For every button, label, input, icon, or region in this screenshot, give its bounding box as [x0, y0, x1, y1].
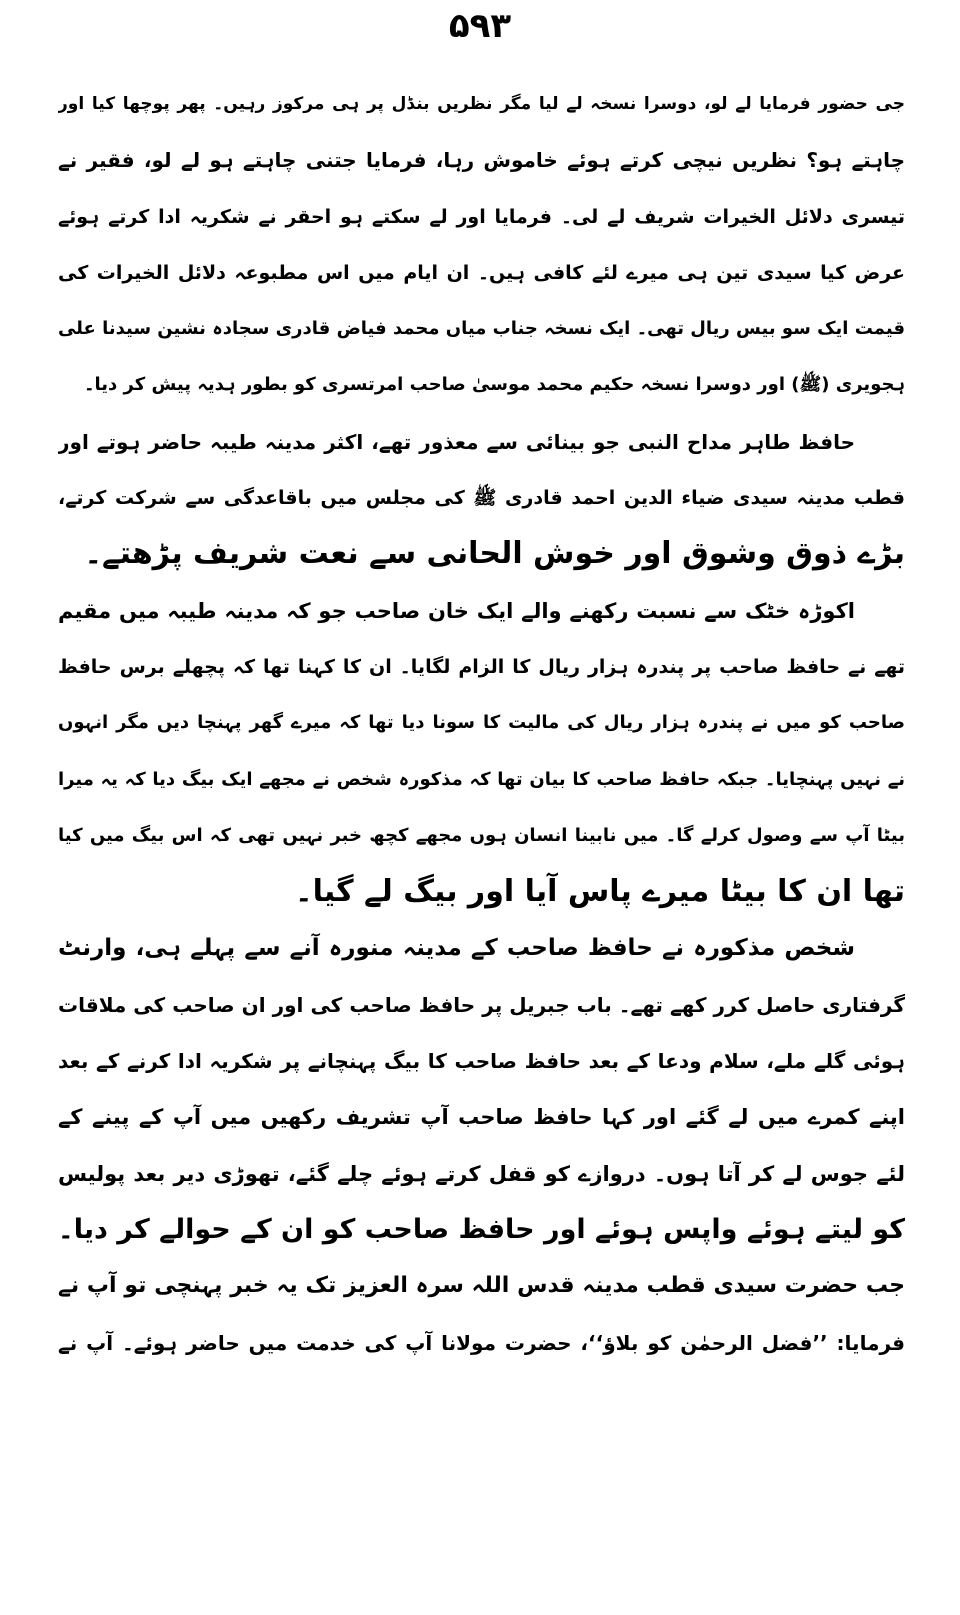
text-line: اپنے کمرے میں لے گئے اور کہا حافظ صاحب آپ تشریف رکھیں میں آپ کے پینے کے: [58, 1105, 905, 1130]
paragraph: [58, 414, 905, 583]
text-line: عرض کیا سیدی تین ہی میرے لئے کافی ہیں۔ ان ایام میں اس مطبوعہ دلائل الخیرات کی: [58, 261, 905, 284]
page-body: [58, 76, 905, 1371]
text-line: بڑے ذوق وشوق اور خوش الحانی سے نعت شریف پڑھتے۔: [84, 536, 905, 572]
text-line: لئے جوس لے کر آتا ہوں۔ دروازے کو قفل کرتے ہوئے چلے گئے، تھوڑی دیر بعد پولیس: [58, 1161, 905, 1186]
text-line: فرمایا: ’’فضل الرحمٰن کو بلاؤ‘‘، حضرت مولانا آپ کی خدمت میں حاضر ہوئے۔ آپ نے: [58, 1330, 905, 1355]
text-line: شخص مذکورہ نے حافظ صاحب کے مدینہ منورہ آنے سے پہلے ہی، وارنٹ: [58, 935, 855, 962]
text-line: تیسری دلائل الخیرات شریف لے لی۔ فرمایا اور لے سکتے ہو احقر نے شکریہ ادا کرتے ہوئے: [58, 205, 905, 228]
paragraph: [58, 920, 905, 1258]
text-line: قیمت ایک سو بیس ریال تھی۔ ایک نسخہ جناب میاں محمد فیاض قادری سجادہ نشین سیدنا علی: [58, 318, 905, 340]
text-line: صاحب کو میں نے پندرہ ہزار ریال کی مالیت کا سونا دیا تھا کہ میرے گھر پہنچا دیں مگر انہوں: [58, 712, 905, 734]
text-line: ہجویری (ﷺ) اور دوسرا نسخہ حکیم محمد موسیٰ صاحب امرتسری کو بطور ہدیہ پیش کر دیا۔: [83, 374, 905, 396]
text-line: حافظ طاہر مداح النبی جو بینائی سے معذور تھے، اکثر مدینہ طیبہ حاضر ہوتے اور: [58, 429, 855, 454]
paragraph: [58, 1258, 905, 1371]
text-line: قطب مدینہ سیدی ضیاء الدین احمد قادری ﷺ کی مجلس میں باقاعدگی سے شرکت کرتے،: [58, 487, 905, 510]
text-line: تھا ان کا بیٹا میرے پاس آیا اور بیگ لے گیا۔: [294, 874, 905, 910]
text-line: نے نہیں پہنچایا۔ جبکہ حافظ صاحب کا بیان تھا کہ مذکورہ شخص نے مجھے ایک بیگ دیا کہ یہ میرا: [58, 768, 905, 790]
text-line: ہوئی گلے ملے، سلام ودعا کے بعد حافظ صاحب کا بیگ پہنچانے پر شکریہ ادا کرنے کے بعد: [58, 1049, 905, 1074]
text-line: جی حضور فرمایا لے لو، دوسرا نسخہ لے لیا مگر نظریں بنڈل پر ہی مرکوز رہیں۔ پھر پوچھا کیا اور: [58, 94, 905, 114]
text-line: گرفتاری حاصل کرر کھے تھے۔ باب جبریل پر حافظ صاحب کی اور ان صاحب کی ملاقات: [58, 992, 905, 1017]
page-number: ۵۹۳: [448, 6, 512, 46]
text-line: کو لیتے ہوئے واپس ہوئے اور حافظ صاحب کو ان کے حوالے کر دیا۔: [58, 1213, 905, 1245]
text-line: جب حضرت سیدی قطب مدینہ قدس اللہ سرہ العزیز تک یہ خبر پہنچی تو آپ نے: [58, 1273, 905, 1299]
paragraph: [58, 76, 905, 414]
text-line: بیٹا آپ سے وصول کرلے گا۔ میں نابینا انسان ہوں مجھے کچھ خبر نہیں تھی کہ اس بیگ میں کیا: [58, 824, 905, 846]
paragraph: [58, 583, 905, 921]
text-line: اکوڑہ خٹک سے نسبت رکھنے والے ایک خان صاحب جو کہ مدینہ طیبہ میں مقیم: [58, 598, 855, 623]
text-line: تھے نے حافظ صاحب پر پندرہ ہزار ریال کا الزام لگایا۔ ان کا کہنا تھا کہ پچھلے برس حافظ: [58, 655, 905, 678]
text-line: چاہتے ہو؟ نظریں نیچی کرتے ہوئے خاموش رہا، فرمایا جتنی چاہتے ہو لے لو، فقیر نے: [58, 148, 905, 173]
